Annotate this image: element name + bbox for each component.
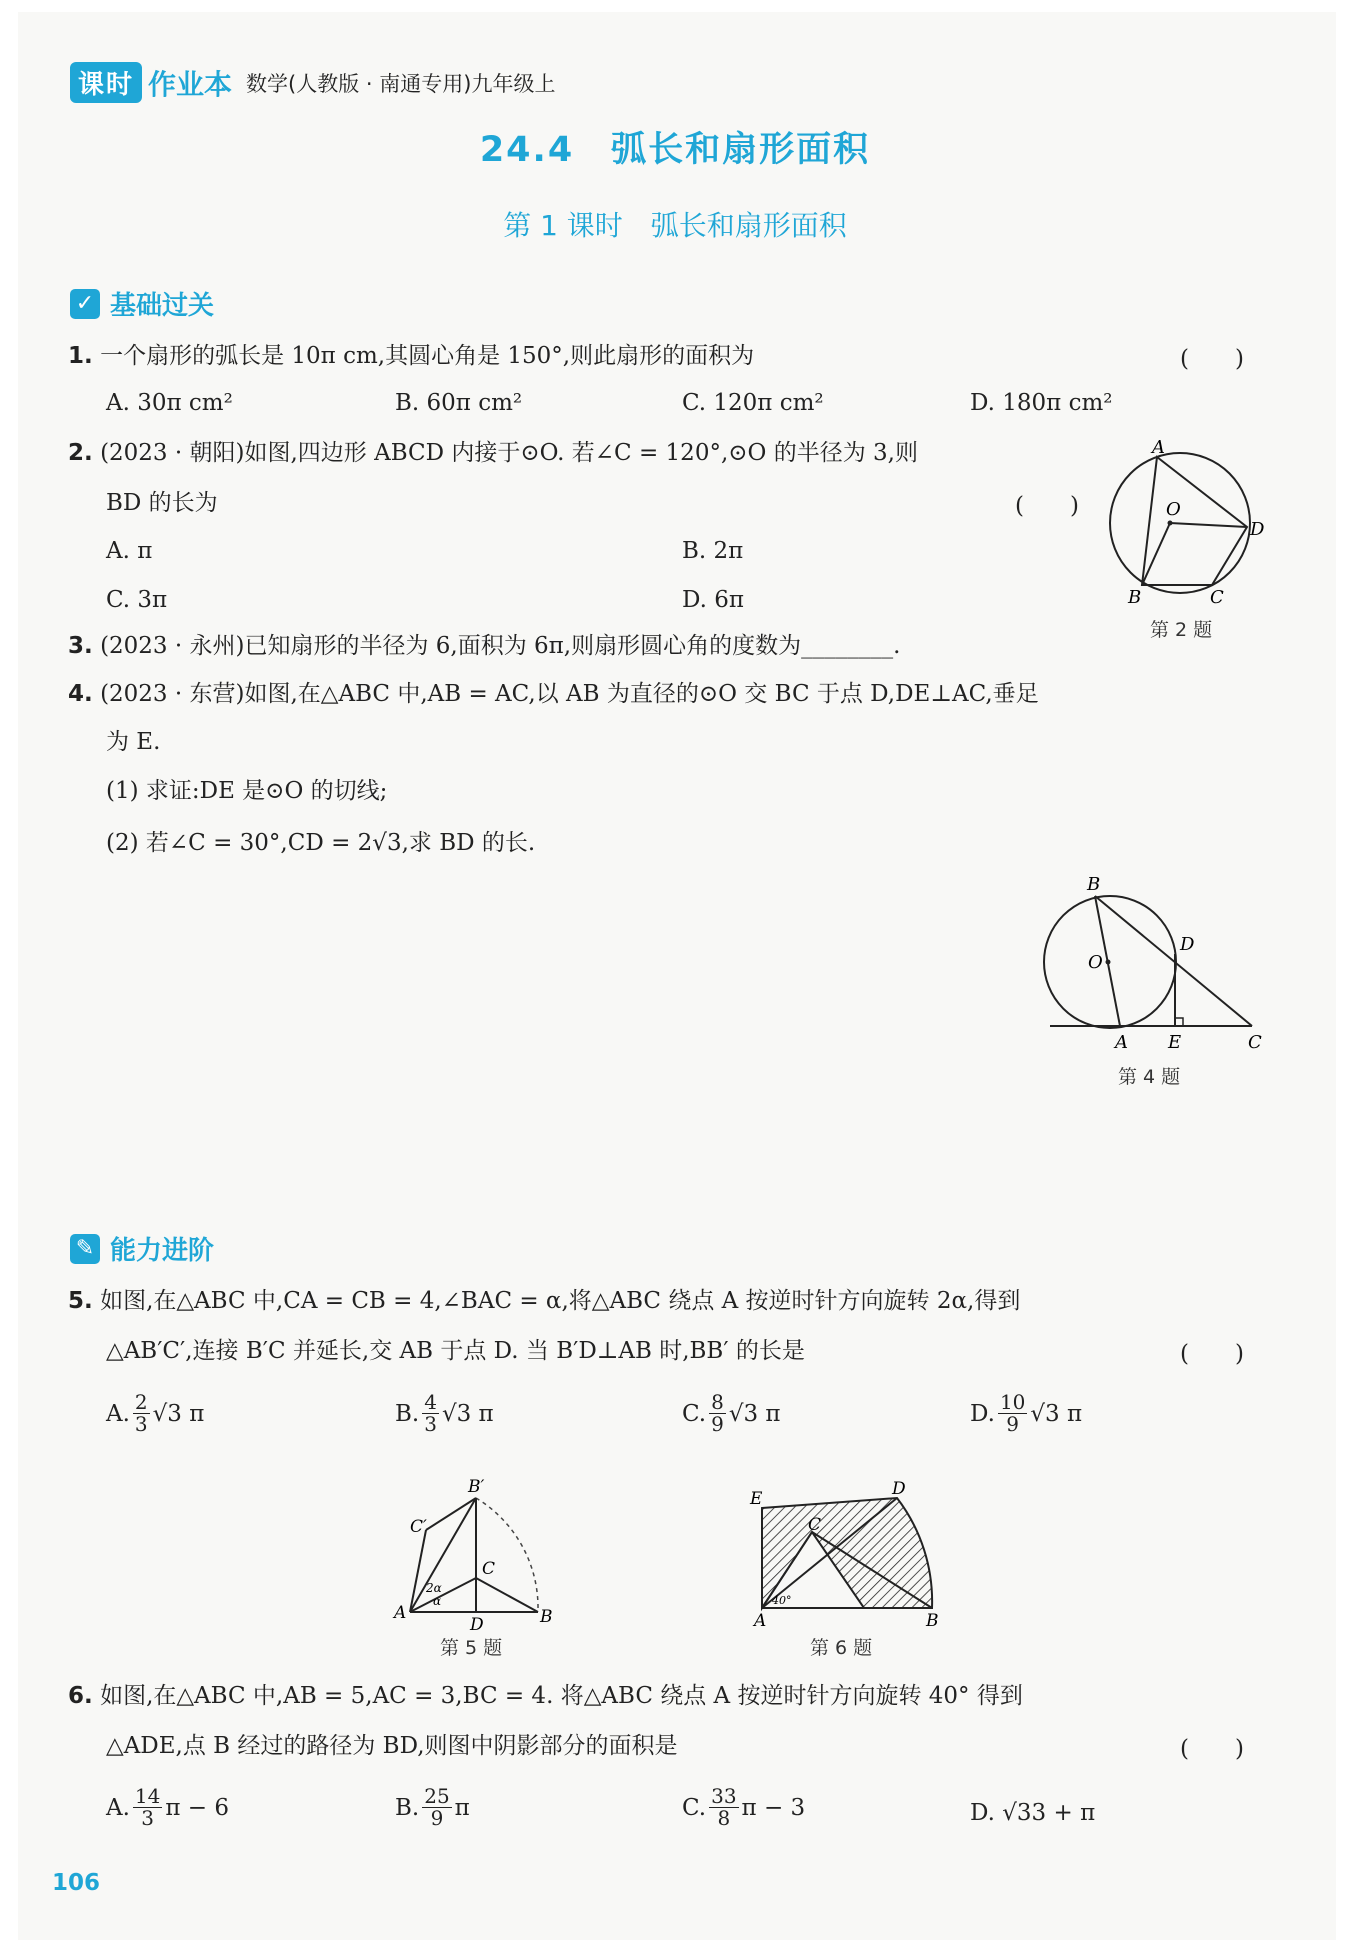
question-part-2: (2) 若∠C = 30°,CD = 2√3,求 BD 的长. xyxy=(106,830,536,856)
figure-6 xyxy=(742,1480,947,1630)
arc-bb1 xyxy=(476,1498,538,1610)
label-c1: C′ xyxy=(410,1517,427,1537)
option-b: B. $\frac{25}{9}$ π xyxy=(395,1784,470,1830)
segment-cb xyxy=(476,1578,538,1612)
pencil-icon: ✎ xyxy=(70,1234,100,1264)
question-2: 2. (2023 · 朝阳)如图,四边形 ABCD 内接于⊙O. 若∠C = 120°,⊙O 的半径为 3,则 xyxy=(68,440,918,466)
answer-paren: ( ) xyxy=(1180,1341,1244,1367)
label-e: E xyxy=(1168,1032,1182,1053)
center-o xyxy=(1106,960,1111,965)
question-text-cont: △ADE,点 B 经过的路径为 BD,则图中阴影部分的面积是 xyxy=(106,1733,678,1759)
option-c: C. $\frac{33}{8}$ π − 3 xyxy=(682,1784,806,1830)
answer-paren: ( ) xyxy=(1015,493,1079,519)
option-a: A. 30π cm² xyxy=(106,390,233,416)
figure-2 xyxy=(1100,435,1275,610)
label-d: D xyxy=(1250,519,1265,540)
question-6: 6. 如图,在△ABC 中,AB = 5,AC = 3,BC = 4. 将△ABC 绕点 A 按逆时针方向旋转 40° 得到 xyxy=(68,1683,1023,1709)
question-text: 如图,在△ABC 中,CA = CB = 4,∠BAC = α,将△ABC 绕点 A 按逆时针方向旋转 2α,得到 xyxy=(100,1288,1021,1314)
label-a: A xyxy=(754,1611,767,1630)
figure-4 xyxy=(1030,870,1270,1060)
label-o: O xyxy=(1166,499,1181,520)
book-subtitle: 数学(人教版 · 南通专用)九年级上 xyxy=(246,71,556,96)
label-d: D xyxy=(1180,934,1195,955)
page-title: 24.4 弧长和扇形面积 xyxy=(479,130,871,170)
question-text-cont: BD 的长为 xyxy=(106,490,218,516)
option-c: C. 120π cm² xyxy=(682,390,824,416)
option-d: D. 6π xyxy=(682,587,744,613)
section-basic xyxy=(70,285,214,322)
label-a-angle: α xyxy=(433,1594,442,1608)
center-o xyxy=(1168,521,1173,526)
label-a: A xyxy=(1152,437,1165,458)
option-b: B. 2π xyxy=(682,538,744,564)
label-c: C xyxy=(482,1559,496,1579)
question-4: 4. (2023 · 东营)如图,在△ABC 中,AB = AC,以 AB 为直径的⊙O 交 BC 于点 D,DE⊥AC,垂足 xyxy=(68,681,1039,707)
question-text: (2023 · 朝阳)如图,四边形 ABCD 内接于⊙O. 若∠C = 120°,⊙O 的半径为 3,则 xyxy=(100,440,918,466)
option-a: A. $\frac{14}{3}$ π − 6 xyxy=(106,1784,230,1830)
question-text: (2023 · 东营)如图,在△ABC 中,AB = AC,以 AB 为直径的⊙O 交 BC 于点 D,DE⊥AC,垂足 xyxy=(100,681,1039,707)
question-text: (2023 · 永州)已知扇形的半径为 6,面积为 6π,则扇形圆心角的度数为________. xyxy=(100,633,901,659)
figure-5 xyxy=(388,1470,563,1630)
label-b1: B′ xyxy=(468,1477,485,1497)
option-d: D. $\frac{10}{9}$ √3 π xyxy=(970,1390,1083,1436)
label-angle: 40° xyxy=(772,1594,792,1607)
answer-paren: ( ) xyxy=(1180,346,1244,372)
brand-name: 作业本 xyxy=(148,67,233,101)
label-a: A xyxy=(394,1603,407,1623)
label-e: E xyxy=(750,1489,763,1509)
brand-logo: 课时 xyxy=(70,62,142,103)
question-3: 3. (2023 · 永州)已知扇形的半径为 6,面积为 6π,则扇形圆心角的度数为________. xyxy=(68,633,901,659)
label-b: B xyxy=(1128,587,1142,608)
option-c: C. 3π xyxy=(106,587,168,613)
answer-paren: ( ) xyxy=(1180,1736,1244,1762)
label-a: A xyxy=(1115,1032,1128,1053)
question-text: 如图,在△ABC 中,AB = 5,AC = 3,BC = 4. 将△ABC 绕点 A 按逆时针方向旋转 40° 得到 xyxy=(100,1683,1023,1709)
option-c: C. $\frac{8}{9}$ √3 π xyxy=(682,1390,781,1436)
check-icon: ✓ xyxy=(70,289,100,319)
option-b: B. 60π cm² xyxy=(395,390,523,416)
section-label: 基础过关 xyxy=(110,291,215,321)
label-b: B xyxy=(540,1607,553,1627)
option-b: B. $\frac{4}{3}$ √3 π xyxy=(395,1390,494,1436)
section-label: 能力进阶 xyxy=(110,1236,215,1266)
label-b: B xyxy=(1087,874,1101,895)
segment-c1b1 xyxy=(426,1498,476,1530)
segment-od xyxy=(1170,523,1247,527)
right-angle-mark xyxy=(1175,1018,1183,1026)
segment-bc xyxy=(1095,896,1252,1026)
label-c: C xyxy=(1210,587,1224,608)
section-advanced xyxy=(70,1230,214,1267)
option-a: A. π xyxy=(106,538,153,564)
question-part-1: (1) 求证:DE 是⊙O 的切线; xyxy=(106,778,388,804)
label-o: O xyxy=(1088,952,1103,973)
figure-caption: 第 2 题 xyxy=(1150,619,1213,641)
page-number: 106 xyxy=(52,1870,101,1896)
question-text-cont: 为 E. xyxy=(106,729,161,755)
label-c: C xyxy=(808,1515,822,1535)
figure-caption: 第 5 题 xyxy=(440,1637,503,1659)
question-text: 一个扇形的弧长是 10π cm,其圆心角是 150°,则此扇形的面积为 xyxy=(100,343,755,369)
option-a: A. $\frac{2}{3}$ √3 π xyxy=(106,1390,205,1436)
label-d: D xyxy=(470,1615,484,1630)
label-2a: 2α xyxy=(426,1581,442,1595)
figure-caption: 第 4 题 xyxy=(1118,1066,1181,1088)
question-5: 5. 如图,在△ABC 中,CA = CB = 4,∠BAC = α,将△ABC 绕点 A 按逆时针方向旋转 2α,得到 xyxy=(68,1288,1021,1314)
question-1: 1. 一个扇形的弧长是 10π cm,其圆心角是 150°,则此扇形的面积为 xyxy=(68,343,755,369)
option-d: D. √33 + π xyxy=(970,1800,1096,1826)
option-d: D. 180π cm² xyxy=(970,390,1113,416)
figure-caption: 第 6 题 xyxy=(810,1637,873,1659)
label-d: D xyxy=(892,1480,906,1499)
question-text-cont: △AB′C′,连接 B′C 并延长,交 AB 于点 D. 当 B′D⊥AB 时,BB′ 的长是 xyxy=(106,1338,805,1364)
book-header xyxy=(70,62,555,103)
label-c: C xyxy=(1248,1032,1262,1053)
lesson-subtitle: 第 1 课时 弧长和扇形面积 xyxy=(503,209,847,242)
label-b: B xyxy=(926,1611,939,1630)
